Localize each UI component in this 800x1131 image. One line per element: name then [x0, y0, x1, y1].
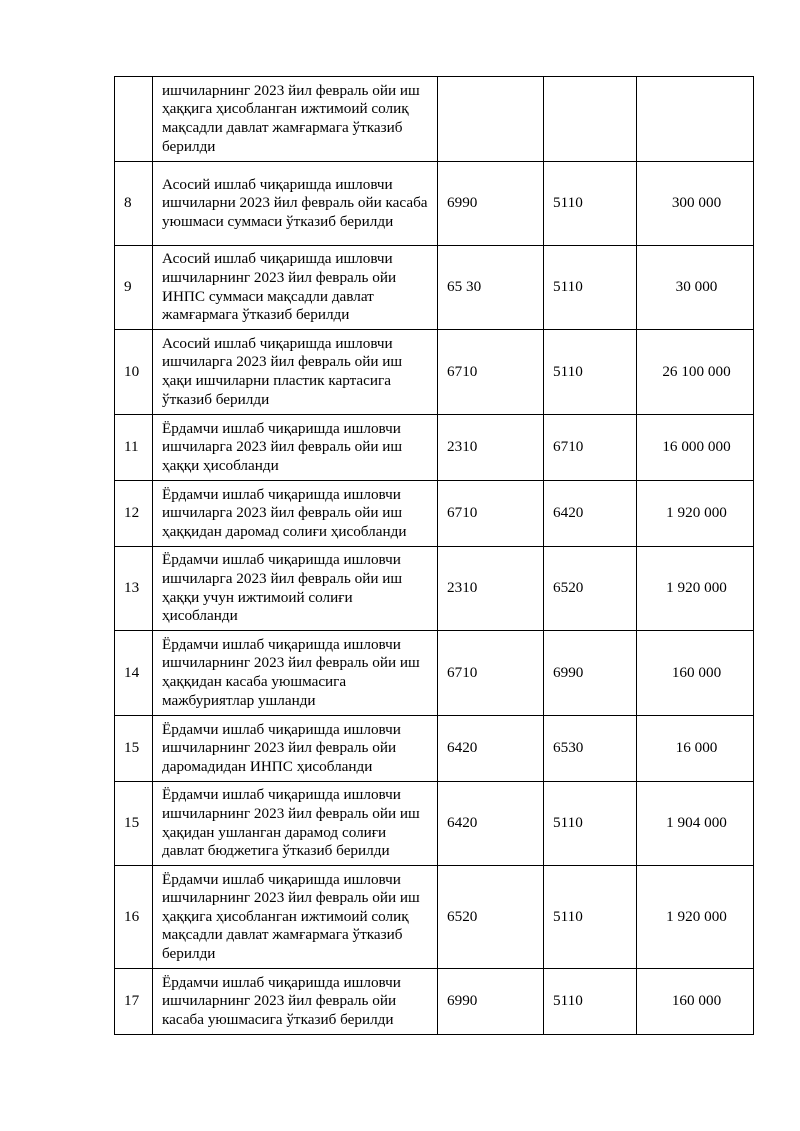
entry-number: 12 — [115, 481, 153, 547]
credit-account — [544, 77, 637, 162]
entry-description: Ёрдамчи ишлаб чиқаришда ишловчи ишчиларга 2023 йил февраль ойи иш ҳаққидан даромад солиғи ҳисобланди — [153, 481, 438, 547]
debit-account: 6710 — [438, 631, 544, 716]
entry-description: Асосий ишлаб чиқаришда ишловчи ишчиларнинг 2023 йил февраль ойи ИНПС суммаси мақсадли давлат жамғармага ўтказиб берилди — [153, 246, 438, 330]
entry-description: Ёрдамчи ишлаб чиқаришда ишловчи ишчиларнинг 2023 йил февраль ойи иш ҳаққидан касаба уюшмасига мажбуриятлар ушланди — [153, 631, 438, 716]
credit-account: 6530 — [544, 716, 637, 782]
entry-description: Ёрдамчи ишлаб чиқаришда ишловчи ишчиларнинг 2023 йил февраль ойи иш ҳақидан ушланган дарамод солиғи давлат бюджетига ўтказиб берилди — [153, 782, 438, 866]
credit-account: 6420 — [544, 481, 637, 547]
table-row — [115, 330, 754, 415]
entry-amount: 160 000 — [637, 631, 754, 716]
entry-amount: 1 904 000 — [637, 782, 754, 866]
entry-number: 8 — [115, 162, 153, 246]
table-row — [115, 246, 754, 330]
debit-account: 6710 — [438, 330, 544, 415]
table-row — [115, 481, 754, 547]
table-row — [115, 782, 754, 866]
table-row — [115, 77, 754, 162]
entry-number: 16 — [115, 866, 153, 969]
entry-amount: 16 000 — [637, 716, 754, 782]
entry-number: 14 — [115, 631, 153, 716]
entry-description: Асосий ишлаб чиқаришда ишловчи ишчиларга 2023 йил февраль ойи иш ҳақи ишчиларни пластик картасига ўтказиб берилди — [153, 330, 438, 415]
entry-amount: 160 000 — [637, 969, 754, 1035]
entry-description: Ёрдамчи ишлаб чиқаришда ишловчи ишчиларга 2023 йил февраль ойи иш ҳаққи учун ижтимоий солиғи ҳисобланди — [153, 547, 438, 631]
entry-number: 17 — [115, 969, 153, 1035]
entry-amount: 30 000 — [637, 246, 754, 330]
debit-account: 2310 — [438, 547, 544, 631]
entry-amount: 16 000 000 — [637, 415, 754, 481]
entry-description: Ёрдамчи ишлаб чиқаришда ишловчи ишчиларнинг 2023 йил февраль ойи иш ҳаққига ҳисобланган ижтимоий солиқ мақсадли давлат жамғармага ўтказиб берилди — [153, 866, 438, 969]
debit-account — [438, 77, 544, 162]
table-row — [115, 866, 754, 969]
entry-description: Асосий ишлаб чиқаришда ишловчи ишчиларни 2023 йил февраль ойи касаба уюшмаси суммаси ўтказиб берилди — [153, 162, 438, 246]
entry-number: 11 — [115, 415, 153, 481]
accounting-entries-table — [114, 76, 754, 1035]
entry-amount: 26 100 000 — [637, 330, 754, 415]
entry-amount: 1 920 000 — [637, 866, 754, 969]
debit-account: 65 30 — [438, 246, 544, 330]
credit-account: 5110 — [544, 162, 637, 246]
credit-account: 6710 — [544, 415, 637, 481]
entry-amount: 1 920 000 — [637, 547, 754, 631]
table-row — [115, 547, 754, 631]
entry-description: Ёрдамчи ишлаб чиқаришда ишловчи ишчиларнинг 2023 йил февраль ойи даромадидан ИНПС ҳисобланди — [153, 716, 438, 782]
entry-amount: 1 920 000 — [637, 481, 754, 547]
credit-account: 5110 — [544, 246, 637, 330]
credit-account: 5110 — [544, 866, 637, 969]
credit-account: 6520 — [544, 547, 637, 631]
entry-description: Ёрдамчи ишлаб чиқаришда ишловчи ишчиларнинг 2023 йил февраль ойи касаба уюшмасига ўтказиб берилди — [153, 969, 438, 1035]
entry-number: 15 — [115, 782, 153, 866]
entry-description: ишчиларнинг 2023 йил февраль ойи иш ҳаққига ҳисобланган ижтимоий солиқ мақсадли давлат жамғармага ўтказиб берилди — [153, 77, 438, 162]
debit-account: 6990 — [438, 969, 544, 1035]
entry-amount: 300 000 — [637, 162, 754, 246]
entry-number — [115, 77, 153, 162]
credit-account: 6990 — [544, 631, 637, 716]
entry-number: 9 — [115, 246, 153, 330]
table-row — [115, 415, 754, 481]
credit-account: 5110 — [544, 330, 637, 415]
entry-description: Ёрдамчи ишлаб чиқаришда ишловчи ишчиларга 2023 йил февраль ойи иш ҳаққи ҳисобланди — [153, 415, 438, 481]
entry-number: 15 — [115, 716, 153, 782]
debit-account: 2310 — [438, 415, 544, 481]
credit-account: 5110 — [544, 969, 637, 1035]
table-row — [115, 631, 754, 716]
table-row — [115, 162, 754, 246]
entry-number: 13 — [115, 547, 153, 631]
entry-amount — [637, 77, 754, 162]
entry-number: 10 — [115, 330, 153, 415]
debit-account: 6520 — [438, 866, 544, 969]
table-row — [115, 969, 754, 1035]
table-row — [115, 716, 754, 782]
debit-account: 6420 — [438, 782, 544, 866]
debit-account: 6710 — [438, 481, 544, 547]
debit-account: 6420 — [438, 716, 544, 782]
debit-account: 6990 — [438, 162, 544, 246]
credit-account: 5110 — [544, 782, 637, 866]
